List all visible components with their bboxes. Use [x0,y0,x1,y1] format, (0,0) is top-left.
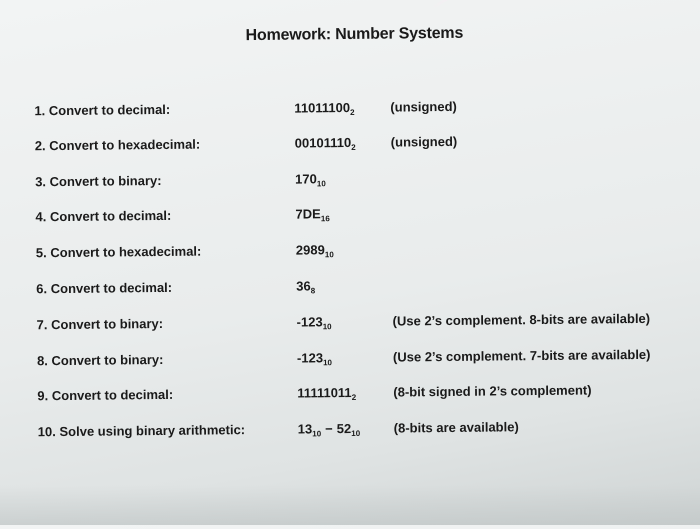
value-base: 10 [323,358,333,368]
value-number: 13 [297,421,313,437]
problem-row [0,274,700,303]
problem-label: 2. Convert to hexadecimal: [34,136,201,154]
problem-value [295,135,356,153]
value-base: 16 [320,214,330,224]
problem-label: 4. Convert to decimal: [35,207,172,225]
problem-label: 5. Convert to hexadecimal: [35,243,202,261]
problem-label: 8. Convert to binary: [36,351,164,369]
problem-value [298,421,361,439]
value-base: 10 [316,179,326,189]
problem-row [0,238,700,267]
value-base: 2 [351,392,357,402]
problem-note: (unsigned) [390,98,457,115]
problem-value [296,242,334,259]
value-base: 2 [351,142,356,152]
problem-label: 10. Solve using binary arithmetic: [37,422,246,440]
value-number: 11111011 [297,384,352,401]
problem-row [0,202,700,231]
value-number: 2989 [295,242,325,258]
problem-label: 9. Convert to decimal: [37,386,174,404]
problem-note: (8-bits are available) [393,419,519,436]
problem-note: (unsigned) [390,133,458,150]
problem-row [1,346,700,375]
problem-value [295,171,326,188]
minus-operator: − [325,421,333,437]
problem-note: (8-bit signed in 2’s complement) [393,382,592,400]
value-number: 11011100 [294,99,351,116]
problem-value [297,314,332,331]
value-base: 10 [351,428,361,438]
problem-row [0,167,699,196]
value-number: -123 [296,350,324,366]
problem-note: (Use 2’s complement. 8-bits are available) [392,310,651,329]
problem-value [294,100,354,118]
value-number: 52 [336,420,352,437]
problem-value [295,206,329,223]
problem-note: (Use 2’s complement. 7-bits are available) [392,346,651,365]
value-base: 2 [350,107,355,117]
problem-label: 6. Convert to decimal: [36,279,173,297]
value-base: 8 [310,286,316,296]
problem-row [0,96,699,125]
problem-value [297,385,356,403]
value-number: 7DE [295,206,321,222]
value-number: 170 [295,171,317,187]
value-number: -123 [296,314,323,330]
problem-label: 7. Convert to binary: [36,315,164,333]
problem-label: 1. Convert to decimal: [34,101,171,119]
value-base: 10 [322,322,332,332]
value-number: 00101110 [294,134,352,151]
problem-value [297,350,332,367]
problem-row [2,417,700,446]
problem-label: 3. Convert to binary: [35,172,162,190]
page-title: Homework: Number Systems [245,24,464,45]
problem-row [0,131,699,160]
value-number: 36 [296,278,311,294]
problem-row [1,310,700,339]
value-base: 10 [312,429,322,439]
monitor-bezel-shadow [0,485,700,525]
value-base: 10 [324,250,334,260]
problem-value [296,278,315,295]
problem-row [1,381,700,410]
